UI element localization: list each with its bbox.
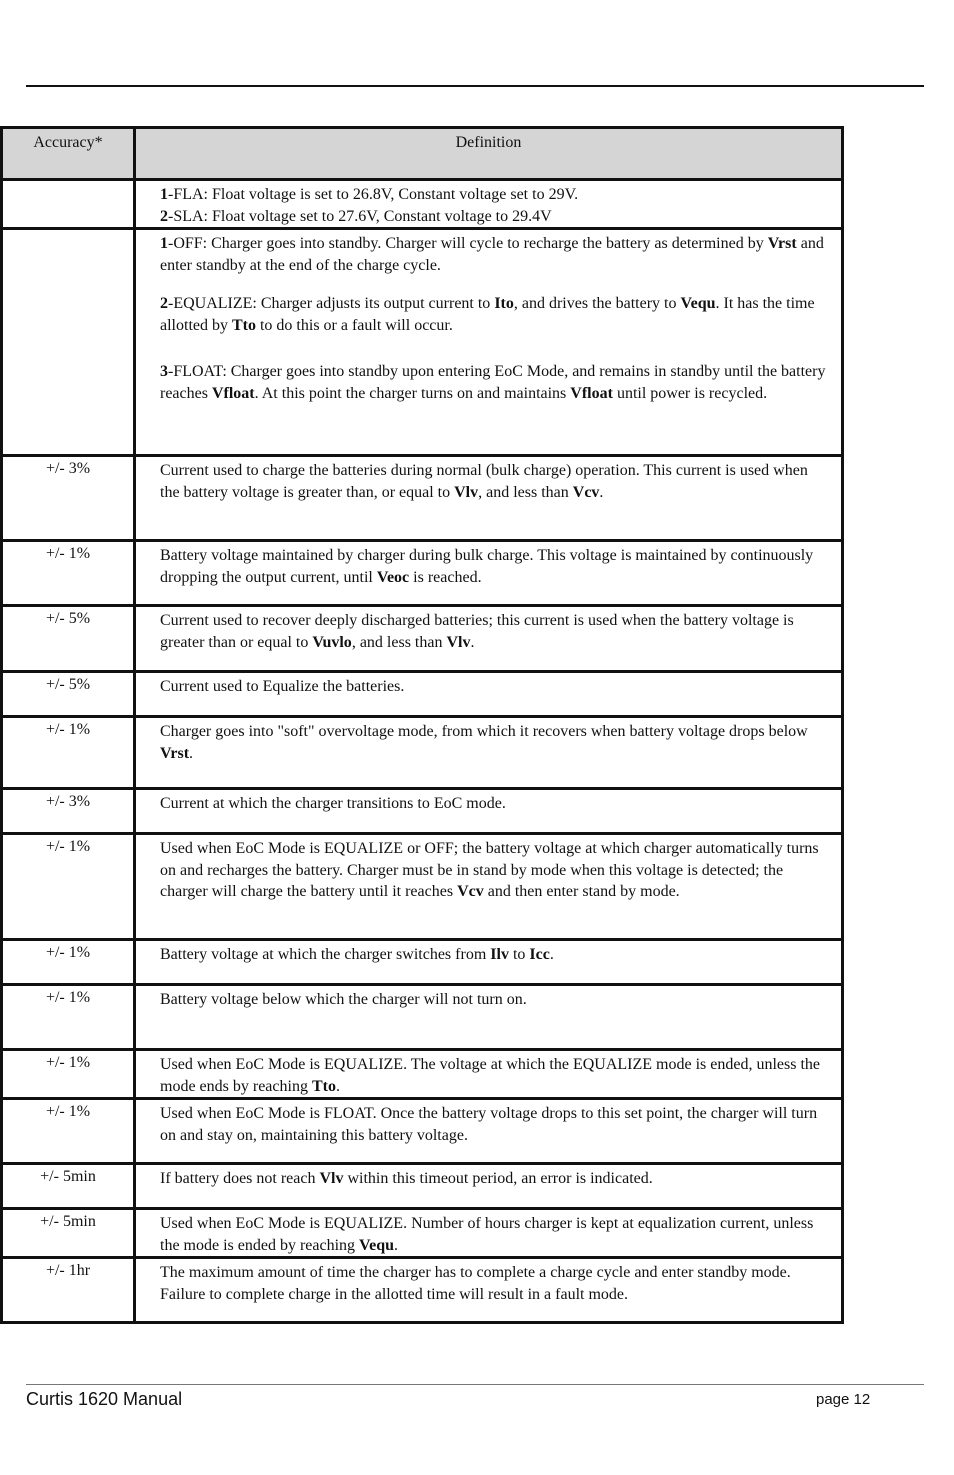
definition-cell [135, 789, 843, 834]
definition-text: Battery voltage maintained by charger during bulk charge. This voltage is maintained by continuously dropping the output current, until [160, 547, 814, 586]
definition-text: If battery does not reach [160, 1170, 320, 1187]
accuracy-cell: +/- 1% [2, 985, 135, 1050]
definition-paragraph [160, 610, 829, 653]
parameter-term: 1 [160, 186, 168, 203]
table-row [2, 789, 843, 834]
parameter-term: Vlv [454, 483, 479, 501]
definition-text: -OFF: Charger goes into standby. Charger will cycle to recharge the battery as determined by [168, 235, 768, 252]
accuracy-cell [2, 180, 135, 229]
definition-cell [135, 717, 843, 789]
accuracy-cell: +/- 1% [2, 717, 135, 789]
parameter-term: Veoc [376, 568, 410, 586]
definition-cell [135, 1099, 843, 1164]
accuracy-cell: +/- 3% [2, 456, 135, 541]
table-row [2, 672, 843, 717]
definition-cell [135, 541, 843, 606]
table-row [2, 229, 843, 456]
definition-cell [135, 456, 843, 541]
accuracy-cell: +/- 1% [2, 834, 135, 940]
definition-paragraph [160, 1103, 829, 1146]
definition-text: Current used to Equalize the batteries. [160, 678, 405, 695]
table-row [2, 1209, 843, 1258]
definition-paragraph [160, 184, 829, 206]
accuracy-cell: +/- 5min [2, 1164, 135, 1209]
parameter-term: Vrst [767, 235, 797, 252]
definition-text: -SLA: Float voltage set to 27.6V, Constant voltage to 29.4V [168, 207, 552, 225]
definition-paragraph [160, 206, 829, 228]
table-row [2, 541, 843, 606]
definition-paragraph [160, 545, 829, 588]
definition-text: The maximum amount of time the charger has to complete a charge cycle and enter standby mode. Failure to complete charge in the allotted time will result in a fault mode. [160, 1264, 791, 1303]
parameter-term: Vuvlo [312, 633, 352, 651]
table-row [2, 1258, 843, 1323]
table-row [2, 1099, 843, 1164]
footer-manual-title: Curtis 1620 Manual [26, 1389, 183, 1409]
definition-paragraph [160, 838, 829, 903]
definition-paragraph [160, 1262, 829, 1305]
definition-cell [135, 1050, 843, 1099]
definition-cell [135, 940, 843, 985]
parameter-term: Vfloat [211, 384, 255, 402]
definition-text: -EQUALIZE: Charger adjusts its output current to [168, 295, 495, 312]
definition-cell [135, 834, 843, 940]
definition-text: is reached. [409, 568, 482, 586]
definition-text: , and less than [478, 483, 573, 501]
accuracy-cell: +/- 3% [2, 789, 135, 834]
definition-text: , and drives the battery to [513, 295, 681, 312]
definition-text: . [549, 946, 554, 963]
definition-text: to do this or a fault will occur. [255, 316, 453, 334]
table-row [2, 717, 843, 789]
definition-text: and enter standby at the end of the charge cycle. [160, 235, 824, 274]
definition-paragraph [160, 460, 829, 503]
definition-text: . [599, 483, 604, 501]
definition-text: . [394, 1236, 399, 1254]
definition-cell [135, 180, 843, 229]
parameter-term: 3 [160, 363, 168, 380]
definition-paragraph [160, 676, 829, 698]
definition-cell [135, 985, 843, 1050]
definition-column-header: Definition [135, 128, 843, 180]
parameter-term: Vcv [572, 483, 600, 501]
parameter-term: 2 [160, 295, 168, 312]
definition-cell [135, 1164, 843, 1209]
definition-paragraph [160, 361, 829, 404]
accuracy-cell: +/- 1% [2, 541, 135, 606]
definition-text: Charger goes into "soft" overvoltage mode, from which it recovers when battery voltage drops below [160, 723, 808, 740]
definition-text: until power is recycled. [612, 384, 768, 402]
parameter-table [0, 126, 841, 1324]
definition-text: Used when EoC Mode is EQUALIZE. Number of hours charger is kept at equalization current, unless the mode is ended by reaching [160, 1215, 814, 1254]
parameter-term: Ilv [490, 946, 509, 963]
table-row [2, 985, 843, 1050]
definition-paragraph [160, 989, 829, 1011]
table-row [2, 834, 843, 940]
definition-paragraph [160, 1168, 829, 1190]
table-row [2, 606, 843, 672]
accuracy-cell: +/- 1% [2, 1050, 135, 1099]
accuracy-cell: +/- 5% [2, 606, 135, 672]
definition-cell [135, 1209, 843, 1258]
parameter-term: Vlv [319, 1170, 344, 1187]
definition-paragraph [160, 293, 829, 336]
accuracy-column-header: Accuracy* [2, 128, 135, 180]
definition-cell [135, 606, 843, 672]
definition-text: Current used to charge the batteries during normal (bulk charge) operation. This current is used when the battery voltage is greater than, or equal to [160, 462, 808, 501]
header-rule [26, 85, 924, 87]
accuracy-cell: +/- 5min [2, 1209, 135, 1258]
definition-cell [135, 229, 843, 456]
definition-text: and then enter stand by mode. [483, 883, 680, 900]
definition-text: . [470, 633, 475, 651]
definition-paragraph [160, 233, 829, 276]
definition-paragraph [160, 721, 829, 764]
definition-paragraph [160, 1213, 829, 1256]
table-row [2, 1164, 843, 1209]
definition-text: Used when EoC Mode is EQUALIZE. The voltage at which the EQUALIZE mode is ended, unless the mode ends by reaching [160, 1056, 820, 1095]
definition-text: -FLA: Float voltage is set to 26.8V, Constant voltage set to 29V. [168, 186, 579, 203]
definition-text: Battery voltage below which the charger will not turn on. [160, 991, 527, 1008]
parameter-term: Vlv [446, 633, 471, 651]
definition-text: . [189, 744, 194, 762]
parameter-term: Tto [231, 316, 256, 334]
accuracy-cell: +/- 1hr [2, 1258, 135, 1323]
definition-text: within this timeout period, an error is indicated. [343, 1170, 653, 1187]
table-header-row [2, 128, 843, 180]
accuracy-cell: +/- 5% [2, 672, 135, 717]
accuracy-cell: +/- 1% [2, 1099, 135, 1164]
parameter-term: Vequ [359, 1236, 395, 1254]
definition-text: . It has the time allotted by [160, 295, 815, 334]
definition-text: . [335, 1077, 340, 1095]
parameter-term: 1 [160, 235, 168, 252]
definition-text: to [508, 946, 530, 963]
parameter-term: Icc [529, 946, 550, 963]
table-row [2, 180, 843, 229]
parameter-term: Vequ [680, 295, 716, 312]
definition-text: Used when EoC Mode is EQUALIZE or OFF; the battery voltage at which charger automatically turns on and recharges the battery. Charger must be in stand by mode when this voltage is detected; the charger will charge the battery until it reaches [160, 840, 819, 900]
accuracy-cell [2, 229, 135, 456]
definition-text: Battery voltage at which the charger switches from [160, 946, 491, 963]
table-row [2, 940, 843, 985]
table-body [2, 180, 843, 1323]
footer-rule [26, 1384, 924, 1385]
parameter-term: Vrst [160, 744, 190, 762]
table-row [2, 456, 843, 541]
accuracy-cell: +/- 1% [2, 940, 135, 985]
parameter-term: Ito [494, 295, 514, 312]
parameter-term: Vfloat [570, 384, 613, 402]
definition-cell [135, 672, 843, 717]
parameter-term: Tto [311, 1077, 336, 1095]
definition-text: . At this point the charger turns on and maintains [254, 384, 571, 402]
definition-text: Used when EoC Mode is FLOAT. Once the battery voltage drops to this set point, the charger will turn on and stay on, maintaining this battery voltage. [160, 1105, 818, 1144]
definition-text: Current at which the charger transitions to EoC mode. [160, 795, 506, 812]
definition-text: Current used to recover deeply discharged batteries; this current is used when the battery voltage is greater than or equal to [160, 612, 794, 651]
definition-paragraph [160, 793, 829, 815]
definition-paragraph [160, 944, 829, 966]
parameter-term: 2 [160, 207, 168, 225]
definition-paragraph [160, 1054, 829, 1097]
definition-text: , and less than [351, 633, 447, 651]
definition-cell [135, 1258, 843, 1323]
table-row [2, 1050, 843, 1099]
footer-page-number: page 12 [816, 1391, 871, 1408]
definition-text: -FLOAT: Charger goes into standby upon entering EoC Mode, and remains in standby until the battery reaches [160, 363, 826, 402]
parameter-term: Vcv [457, 883, 484, 900]
